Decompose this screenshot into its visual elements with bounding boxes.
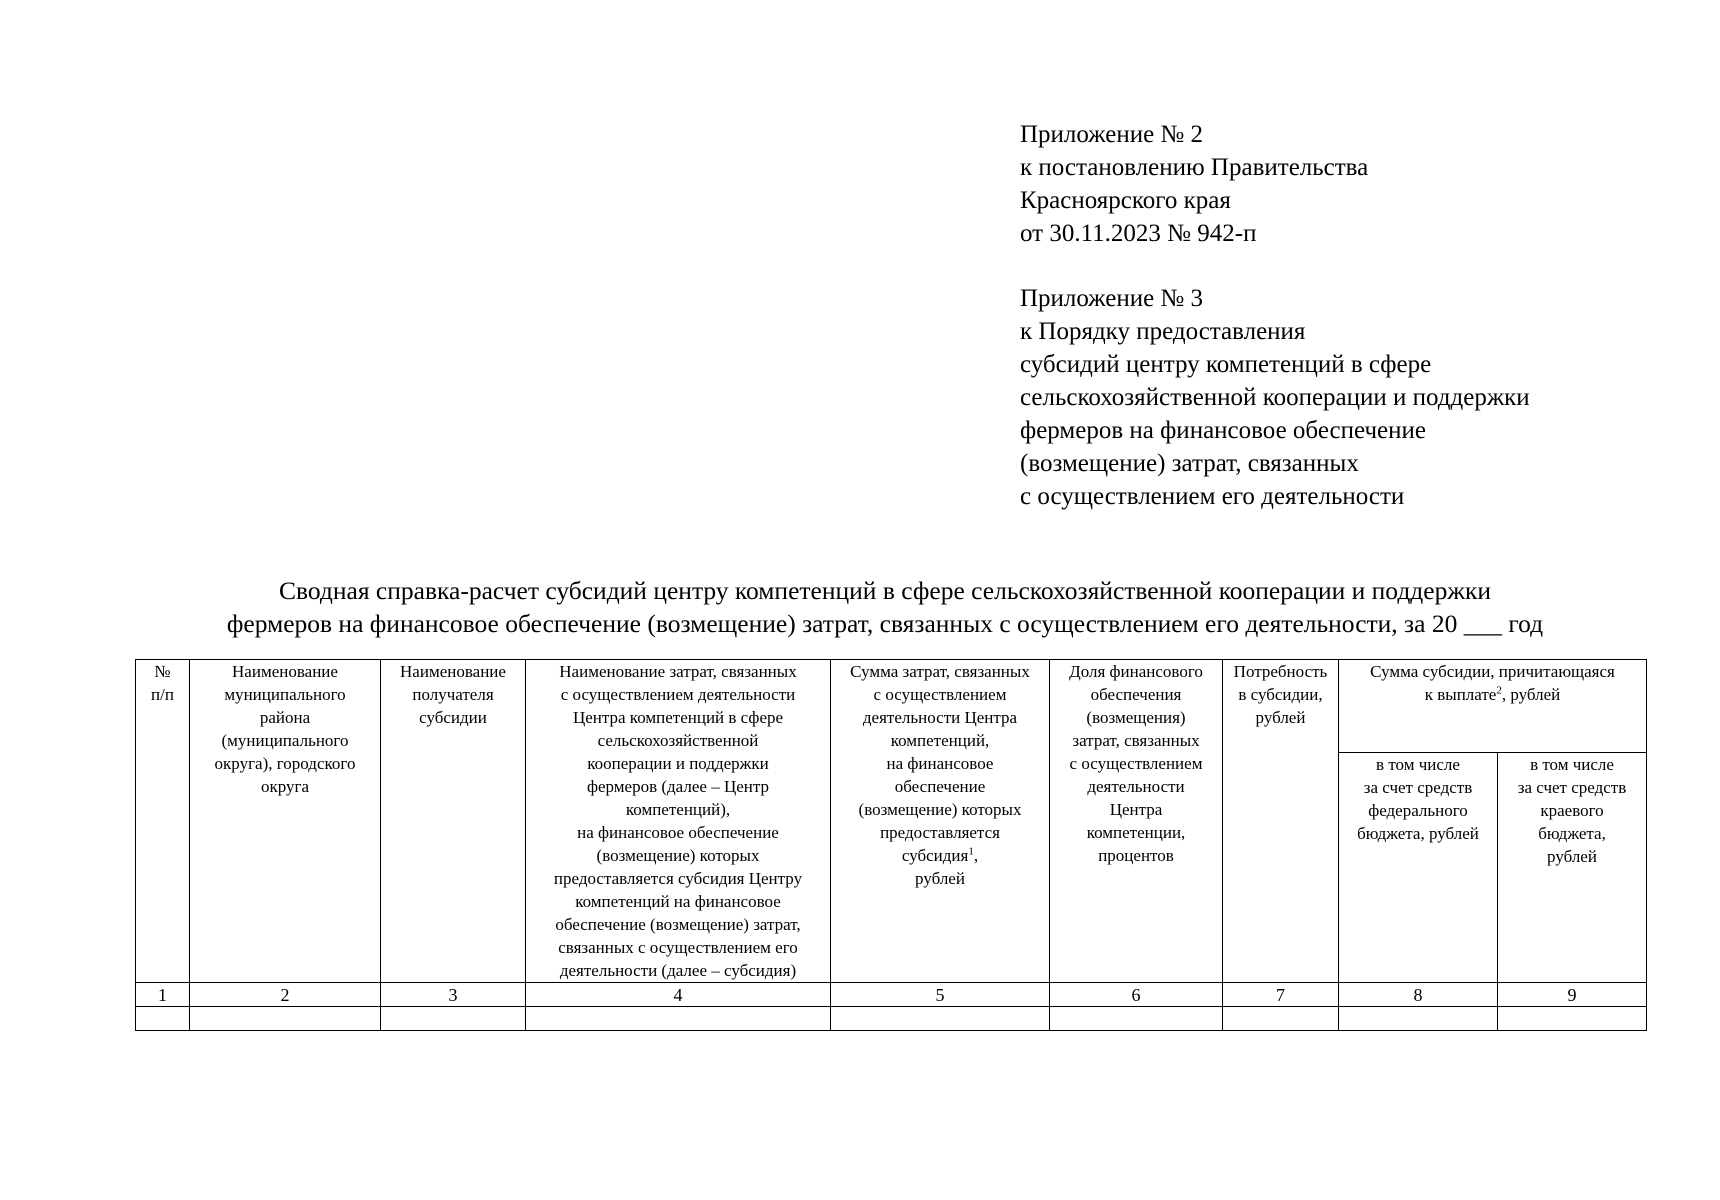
document-title-line-2: фермеров на финансовое обеспечение (возмещение) затрат, связанных с осуществлением его деятельности, за 20 ___ год: [226, 609, 1544, 638]
document-title-line-1: Сводная справка-расчет субсидий центру компетенций в сфере сельскохозяйственной кооперации и поддержки: [279, 576, 1491, 605]
appendix-2-line: Красноярского края: [1020, 187, 1231, 214]
header-subsidy-payable: [1339, 660, 1647, 753]
appendix-3-line: к Порядку предоставления: [1020, 318, 1306, 345]
header-expense-name: Наименование затрат, связанных с осуществлением деятельности Центра компетенций в сфере сельскохозяйственной кооперации и поддержки фермеров (далее – Центр компетенций), на финансовое обеспечение (возмещение) которых предоставляется субсидия Центру компетенций на финансовое обеспечение (возмещение) затрат, связанных с осуществлением его деятельности (далее – субсидия): [526, 660, 831, 983]
header-municipality: Наименование муниципального района (муниципального округа), городского округа: [190, 660, 381, 983]
header-federal-budget: в том числе за счет средств федерального бюджета, рублей: [1339, 753, 1498, 983]
empty-cell: [190, 1007, 381, 1031]
empty-cell: [526, 1007, 831, 1031]
header-subsidy-payable-pre: к выплате: [1424, 685, 1497, 704]
header-recipient: Наименование получателя субсидии: [381, 660, 526, 983]
column-number-cell: 6: [1050, 983, 1223, 1007]
appendix-3-line: с осуществлением его деятельности: [1020, 483, 1405, 510]
column-number-cell: 7: [1223, 983, 1339, 1007]
appendix-2-block: [1020, 118, 1368, 250]
column-number-cell: 5: [831, 983, 1050, 1007]
footnote-mark-1: 1: [968, 845, 974, 858]
appendix-3-line: (возмещение) затрат, связанных: [1020, 450, 1359, 477]
header-regional-budget: в том числе за счет средств краевого бюджета, рублей: [1498, 753, 1647, 983]
empty-cell: [136, 1007, 190, 1031]
header-subsidy-need: Потребность в субсидии, рублей: [1223, 660, 1339, 983]
empty-cell: [1339, 1007, 1498, 1031]
column-number-cell: 4: [526, 983, 831, 1007]
appendix-2-line: Приложение № 2: [1020, 121, 1204, 148]
empty-cell: [1223, 1007, 1339, 1031]
appendix-2-line: от 30.11.2023 № 942-п: [1020, 220, 1257, 247]
appendix-3-line: Приложение № 3: [1020, 285, 1204, 312]
empty-data-row: [136, 1007, 1647, 1031]
header-subsidy-payable-line-1: Сумма субсидии, причитающаяся: [1370, 662, 1615, 681]
appendix-3-line: фермеров на финансовое обеспечение: [1020, 417, 1427, 444]
empty-cell: [1498, 1007, 1647, 1031]
empty-cell: [831, 1007, 1050, 1031]
header-expense-sum-unit: рублей: [915, 869, 965, 888]
header-subsidy-payable-post: , рублей: [1501, 685, 1561, 704]
column-number-cell: 9: [1498, 983, 1647, 1007]
table-header-row: [136, 660, 1647, 753]
column-number-cell: 8: [1339, 983, 1498, 1007]
column-number-cell: 1: [136, 983, 190, 1007]
empty-cell: [381, 1007, 526, 1031]
appendix-3-line: сельскохозяйственной кооперации и поддержки: [1020, 384, 1530, 411]
footnote-mark-2: 2: [1496, 684, 1502, 697]
header-expense-sum-text: Сумма затрат, связанных с осуществлением деятельности Центра компетенций, на финансовое обеспечение (возмещение) которых предоставляется субсидия: [850, 662, 1030, 865]
header-expense-sum: Сумма затрат, связанных с осуществлением деятельности Центра компетенций, на финансовое обеспечение (возмещение) которых предоставляется субсидия$^1$, рублей: [831, 660, 1050, 983]
column-number-cell: 2: [190, 983, 381, 1007]
header-financing-share: Доля финансового обеспечения (возмещения) затрат, связанных с осуществлением деятельности Центра компетенции, процентов: [1050, 660, 1223, 983]
appendix-3-line: субсидий центру компетенций в сфере: [1020, 351, 1432, 378]
summary-calculation-table: [135, 659, 1647, 1031]
empty-cell: [1050, 1007, 1223, 1031]
column-number-cell: 3: [381, 983, 526, 1007]
appendix-2-line: к постановлению Правительства: [1020, 154, 1369, 181]
document-title: [120, 574, 1650, 640]
appendix-3-block: [1020, 282, 1530, 513]
header-row-number: № п/п: [136, 660, 190, 983]
column-number-row: [136, 983, 1647, 1007]
